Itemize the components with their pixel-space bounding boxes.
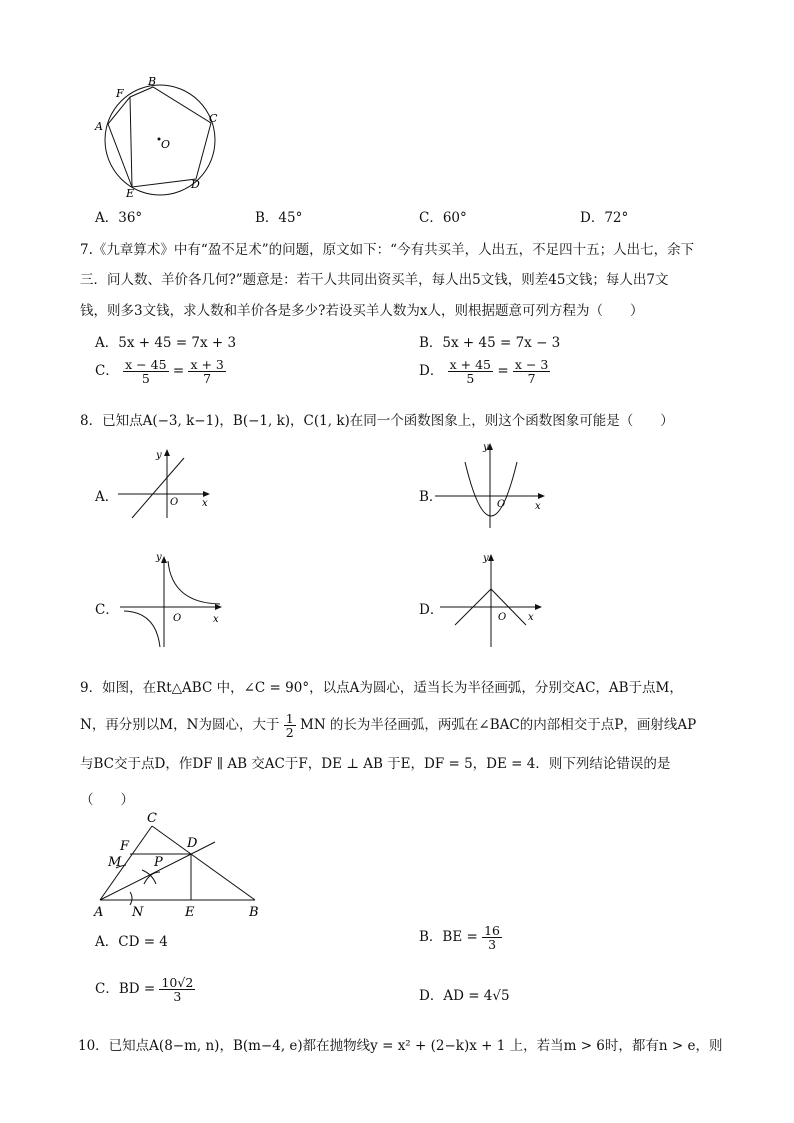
q7-option-c[interactable]: C． $\frac{x - 45}{5}$ = $\frac{x + 3}{7}$ xyxy=(95,357,224,387)
q9-option-a[interactable]: A．CD = 4 xyxy=(95,934,168,950)
q9-option-b-fraction: $\frac{16}{3}$ xyxy=(484,923,501,953)
q6-label-F: F xyxy=(116,87,124,100)
q7-option-a[interactable]: A．5x + 45 = 7x + 3 xyxy=(95,335,237,351)
q9-option-c[interactable]: C．BD = $\frac{10√2}{3}$ xyxy=(95,975,194,1005)
q6-label-B: B xyxy=(148,75,157,88)
q8-c-origin: O xyxy=(173,613,182,624)
q9-label-D: D xyxy=(187,836,198,851)
q6-label-C: C xyxy=(209,112,218,125)
q6-label-O: O xyxy=(161,138,171,151)
q8-b-axis-y: y xyxy=(483,442,489,453)
q6-option-d[interactable]: D．72° xyxy=(580,210,629,226)
q7-option-b[interactable]: B．5x + 45 = 7x − 3 xyxy=(419,335,561,351)
q7-option-c-left-fraction: $\frac{x - 45}{5}$ xyxy=(125,357,167,387)
q8-d-axis-x: x xyxy=(528,612,534,623)
q8-option-a-label[interactable]: A． xyxy=(95,489,119,505)
q9-label-N: N xyxy=(132,905,144,920)
q7-stem-line3: 钱，则多3文钱，求人数和羊价各是多少?若设买羊人数为x人，则根据题意可列方程为（ ） xyxy=(80,303,644,319)
q8-option-c-label[interactable]: C． xyxy=(95,602,119,618)
q9-option-c-fraction: $\frac{10√2}{3}$ xyxy=(161,975,194,1005)
q10-stem-line1: 10．已知点A(8−m, n)，B(m−4, e)都在抛物线y = x² + (2−k)x + 1 上，若当m > 6时，都有n > e，则 xyxy=(78,1038,723,1054)
q8-a-origin: O xyxy=(170,497,179,508)
q8-stem: 8．已知点A(−3, k−1)，B(−1, k)，C(1, k)在同一个函数图象上，则这个函数图象可能是（ ） xyxy=(80,413,674,429)
q8-b-origin: O xyxy=(497,499,506,510)
q6-label-D: D xyxy=(191,178,200,191)
q9-label-B: B xyxy=(249,905,259,920)
q7-option-c-prefix: C． xyxy=(95,363,119,380)
q6-label-E: E xyxy=(126,187,135,200)
q8-option-d-label[interactable]: D． xyxy=(419,602,444,618)
q9-option-d[interactable]: D．AD = 4√5 xyxy=(419,988,510,1004)
q9-label-E: E xyxy=(185,905,195,920)
q9-label-F: F xyxy=(120,839,130,854)
q9-stem-line3: 与BC交于点D，作DF ∥ AB 交AC于F，DE ⊥ AB 于E，DF = 5，DE = 4．则下列结论错误的是 xyxy=(80,756,671,772)
q6-option-b[interactable]: B．45° xyxy=(255,210,303,226)
q9-label-M: M xyxy=(108,855,122,870)
q8-graph-a[interactable] xyxy=(118,440,218,520)
q7-option-d-left-fraction: $\frac{x + 45}{5}$ xyxy=(449,357,492,387)
q6-label-A: A xyxy=(95,120,103,133)
q8-d-axis-y: y xyxy=(483,553,489,564)
q9-label-C: C xyxy=(147,811,157,826)
q8-a-axis-x: x xyxy=(202,498,208,509)
q8-a-axis-y: y xyxy=(156,450,162,461)
q9-triangle-figure xyxy=(90,810,280,920)
q9-stem-line1: 9．如图，在Rt△ABC 中，∠C = 90°，以点A为圆心，适当长为半径画弧，分别交AC，AB于点M， xyxy=(80,680,683,696)
q9-label-P: P xyxy=(154,855,163,870)
q8-c-axis-y: y xyxy=(156,552,162,563)
q9-stem-line2: N，再分别以M，N为圆心，大于 $\frac{1}{2}$ MN 的长为半径画弧，两弧在∠BAC的内部相交于点P，画射线AP xyxy=(80,711,697,741)
q9-option-b[interactable]: B．BE = $\frac{16}{3}$ xyxy=(419,923,501,953)
q6-option-c[interactable]: C．60° xyxy=(419,210,467,226)
q8-d-origin: O xyxy=(498,612,507,623)
q7-stem-line1: 7.《九章算术》中有“盈不足术”的问题，原文如下：“今有共买羊，人出五，不足四十五；人出七，余下 xyxy=(80,242,695,258)
q7-option-d-right-fraction: $\frac{x - 3}{7}$ xyxy=(514,357,549,387)
q6-circle-figure xyxy=(88,74,228,204)
q9-half-fraction: $\frac{1}{2}$ xyxy=(285,711,294,741)
q7-stem-line2: 三．问人数、羊价各几何?”题意是：若干人共同出资买羊，每人出5文钱，则差45文钱；每人出7文 xyxy=(80,272,669,288)
q6-option-a[interactable]: A．36° xyxy=(95,210,143,226)
q8-c-axis-x: x xyxy=(213,614,219,625)
q7-option-c-right-fraction: $\frac{x + 3}{7}$ xyxy=(190,357,224,387)
q8-b-axis-x: x xyxy=(535,501,541,512)
q9-stem-line4: （ ） xyxy=(80,792,134,808)
q8-graph-b[interactable] xyxy=(435,440,550,530)
q7-option-d[interactable]: D． $\frac{x + 45}{5}$ = $\frac{x - 3}{7}$ xyxy=(419,357,549,387)
q8-graph-c[interactable] xyxy=(120,549,230,649)
q8-graph-d[interactable] xyxy=(440,549,550,649)
q7-option-d-prefix: D． xyxy=(419,363,444,380)
q8-option-b-label[interactable]: B． xyxy=(419,489,443,505)
q9-label-A: A xyxy=(94,905,104,920)
